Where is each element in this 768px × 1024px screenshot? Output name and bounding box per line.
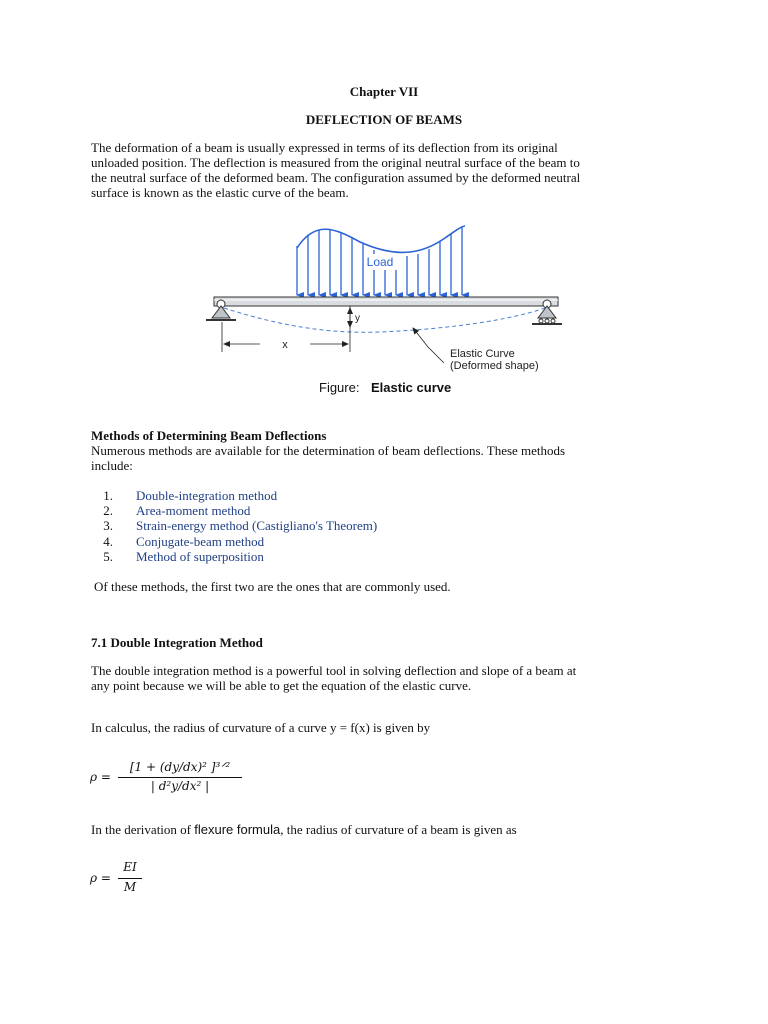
flexure-formula-link[interactable]: flexure formula [194,822,281,837]
figure-caption: Elastic curve [371,380,452,395]
calculus-line: In calculus, the radius of curvature of a curve y = f(x) is given by [91,720,431,735]
section-paragraph [91,663,671,693]
list-item-number: 4. [103,533,113,549]
eq2-numerator: EI [123,860,137,874]
eq2-lhs: ρ = [90,871,111,885]
method-link-double-integration[interactable]: Double-integration method [136,488,278,503]
methods-intro [91,443,671,473]
intro-line: The deformation of a beam is usually expressed in terms of its deflection from its original [91,140,558,155]
section-line: any point because we will be able to get the equation of the elastic curve. [91,678,472,693]
section-heading: 7.1 Double Integration Method [91,635,263,650]
methods-list [91,488,591,564]
eq2-fraction-bar [118,878,142,879]
elastic-curve-sublabel: (Deformed shape) [450,360,539,372]
intro-line: the neutral surface of the deformed beam. The configuration assumed by the deformed neutral [91,170,581,185]
list-item [91,534,591,549]
section-line: The double integration method is a powerful tool in solving deflection and slope of a beam at [91,663,577,678]
chapter-label: Chapter VII [349,84,419,99]
flexure-text-after: , the radius of curvature of a beam is given as [280,822,517,837]
list-item-number: 2. [103,503,113,519]
list-item-number: 1. [103,488,113,503]
list-item [91,488,591,503]
list-item-number: 5. [103,548,113,564]
elastic-curve [224,308,545,332]
page-title: DEFLECTION OF BEAMS [305,112,463,127]
figure-caption-prefix: Figure: [319,380,360,395]
list-item-number: 3. [103,518,113,534]
eq1-lhs: ρ = [90,770,111,784]
methods-heading: Methods of Determining Beam Deflections [91,428,327,443]
y-label: y [355,313,360,324]
method-link-strain-energy[interactable]: Strain-energy method (Castigliano's Theorem) [136,518,378,534]
beam [214,297,558,306]
list-item [91,549,591,564]
method-link-area-moment[interactable]: Area-moment method [136,503,251,519]
eq1-fraction-bar [118,777,242,778]
intro-line: surface is known as the elastic curve of the beam. [91,185,349,200]
flexure-text-before: In the derivation of [91,822,195,837]
methods-summary: Of these methods, the first two are the ones that are commonly used. [94,579,451,594]
method-link-superposition[interactable]: Method of superposition [136,548,264,564]
elastic-curve-figure [200,222,570,402]
elastic-curve-label: Elastic Curve [450,348,515,360]
x-label: x [282,339,288,351]
flexure-line [91,822,671,837]
list-item [91,518,591,533]
list-item [91,503,591,518]
methods-intro-line: include: [91,458,133,473]
eq2-denominator: M [123,880,137,894]
load-label: Load [366,255,394,269]
eq1-denominator: | d²y/dx² | [150,779,210,793]
intro-line: unloaded position. The deflection is measured from the original neutral surface of the beam to [91,155,580,170]
intro-paragraph [91,140,671,200]
eq1-numerator: [1 + (dy/dx)² ]³ᐟ² [129,760,231,774]
method-link-conjugate-beam[interactable]: Conjugate-beam method [136,533,265,549]
methods-intro-line: Numerous methods are available for the determination of beam deflections. These methods [91,443,566,458]
